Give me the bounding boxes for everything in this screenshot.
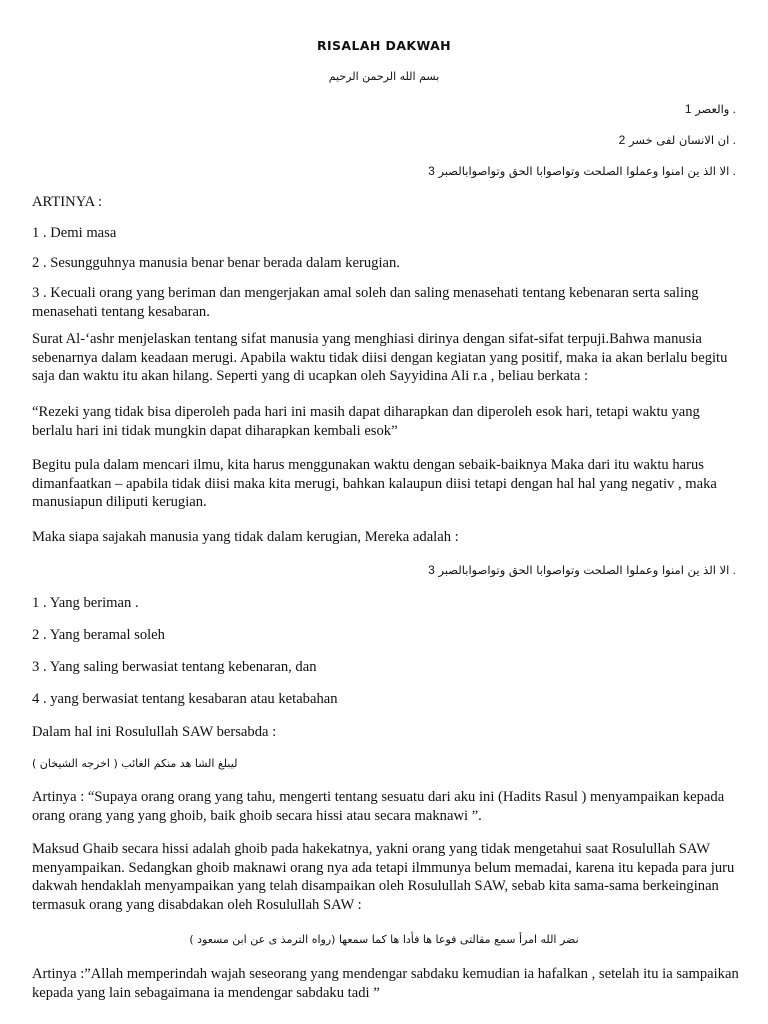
arabic-verse-2 bbox=[619, 133, 736, 147]
list-item: 1 . Yang beriman . bbox=[32, 595, 139, 611]
hadith-1-arabic: ليبلغ الشا هد منكم الغائب ( اخرجه الشيخان ) bbox=[32, 757, 238, 770]
document-title: RISALAH DAKWAH bbox=[316, 38, 452, 53]
hadith-intro: Dalam hal ini Rosulullah SAW bersabda : bbox=[32, 724, 277, 740]
hadith-2-arabic: نضر الله امرأ سمع مقالتى فوعا ها فأدا ها كما سمعها (رواه الترمذ ى عن ابن مسعود ) bbox=[189, 933, 579, 946]
paragraph-siapa-sajakah: Maka siapa sajakah manusia yang tidak dalam kerugian, Mereka adalah : bbox=[32, 529, 459, 545]
basmala: بسم الله الرحمن الرحيم bbox=[328, 70, 440, 83]
arabic-verse-number: 1 . bbox=[684, 102, 736, 116]
hadith-2-translation: Artinya :”Allah memperindah wajah seseorang yang mendengar sabdaku kemudian ia hafalkan , setelah itu ia sampaikan kepada yang lain sebagaimana ia mendengar sabdaku tadi ” bbox=[32, 966, 739, 1001]
arabic-verse-text: ان الانسان لفى خسر bbox=[628, 133, 730, 147]
paragraph-maksud-ghaib: Maksud Ghaib secara hissi adalah ghoib pada hakekatnya, yakni orang yang tidak mengetahui saat Rosulullah SAW menyampaikan. Sedangkan ghoib maknawi orang nya ada tetapi ilmmunya belum memadai, karena itu kepada para juru dakwah hendaklah menyampaikan yang telah disampaikan oleh Rosulullah SAW, sebab kita sama-sama berkeinginan termasuk orang yang disabdakan oleh Rosulullah SAW : bbox=[32, 841, 735, 913]
list-item: 4 . yang berwasiat tentang kesabaran atau ketabahan bbox=[32, 691, 338, 707]
translation-2: 2 . Sesungguhnya manusia benar benar berada dalam kerugian. bbox=[32, 255, 400, 271]
list-item: 2 . Yang beramal soleh bbox=[32, 627, 165, 643]
quote-sayyidina-ali: “Rezeki yang tidak bisa diperoleh pada hari ini masih dapat diharapkan dan diperoleh esok hari, tetapi waktu yang berlalu hari ini tidak mungkin dapat diharapkan kembali esok” bbox=[32, 404, 700, 439]
translation-3: 3 . Kecuali orang yang beriman dan mengerjakan amal soleh dan saling menasehati tentang kebenaran serta saling menasehati tentang kesabaran. bbox=[32, 285, 699, 320]
arabic-verse-text: الا الذ ين امنوا وعملوا الصلحت وتواصوابا الحق وتواصوابالصبر bbox=[438, 563, 730, 577]
arabic-verse-number: 3 . bbox=[428, 563, 736, 577]
arabic-verse-number: 2 . bbox=[618, 133, 736, 147]
list-item: 3 . Yang saling berwasiat tentang kebenaran, dan bbox=[32, 659, 317, 675]
paragraph-surat-al-ashr: Surat Al-‘ashr menjelaskan tentang sifat manusia yang menghiasi dirinya dengan sifat-sifat terpuji.Bahwa manusia sebenarnya dalam keadaan merugi. Apabila waktu tidak diisi dengan kegiatan yang positif, maka ia akan berlalu begitu saja dan waktu itu akan hilang. Seperti yang di ucapkan oleh Sayyidina Ali r.a , beliau berkata : bbox=[32, 331, 728, 385]
hadith-1-translation: Artinya : “Supaya orang orang yang tahu, mengerti tentang sesuatu dari aku ini (Hadits Rasul ) menyampaikan kepada orang orang yang yang ghoib, baik ghoib secara hissi atau secara maknawi ”. bbox=[32, 789, 725, 824]
arabic-verse-text: الا الذ ين امنوا وعملوا الصلحت وتواصوابا الحق وتواصوابالصبر bbox=[438, 164, 730, 178]
arabic-verse-number: 3 . bbox=[428, 164, 736, 178]
arabic-verse-text: والعصر bbox=[695, 102, 730, 116]
arabic-verse-3 bbox=[428, 164, 736, 178]
arabic-verse-1 bbox=[685, 102, 736, 116]
arabic-verse-3-repeat bbox=[428, 563, 736, 577]
paragraph-mencari-ilmu: Begitu pula dalam mencari ilmu, kita harus menggunakan waktu dengan sebaik-baiknya Maka dari itu waktu harus dimanfaatkan – apabila tidak diisi maka kita merugi, bahkan kalaupun diisi tetapi dengan hal hal yang negativ , maka manusiapun diliputi kerugian. bbox=[32, 457, 717, 511]
translation-1: 1 . Demi masa bbox=[32, 225, 117, 241]
artinya-label: ARTINYA : bbox=[32, 194, 103, 210]
